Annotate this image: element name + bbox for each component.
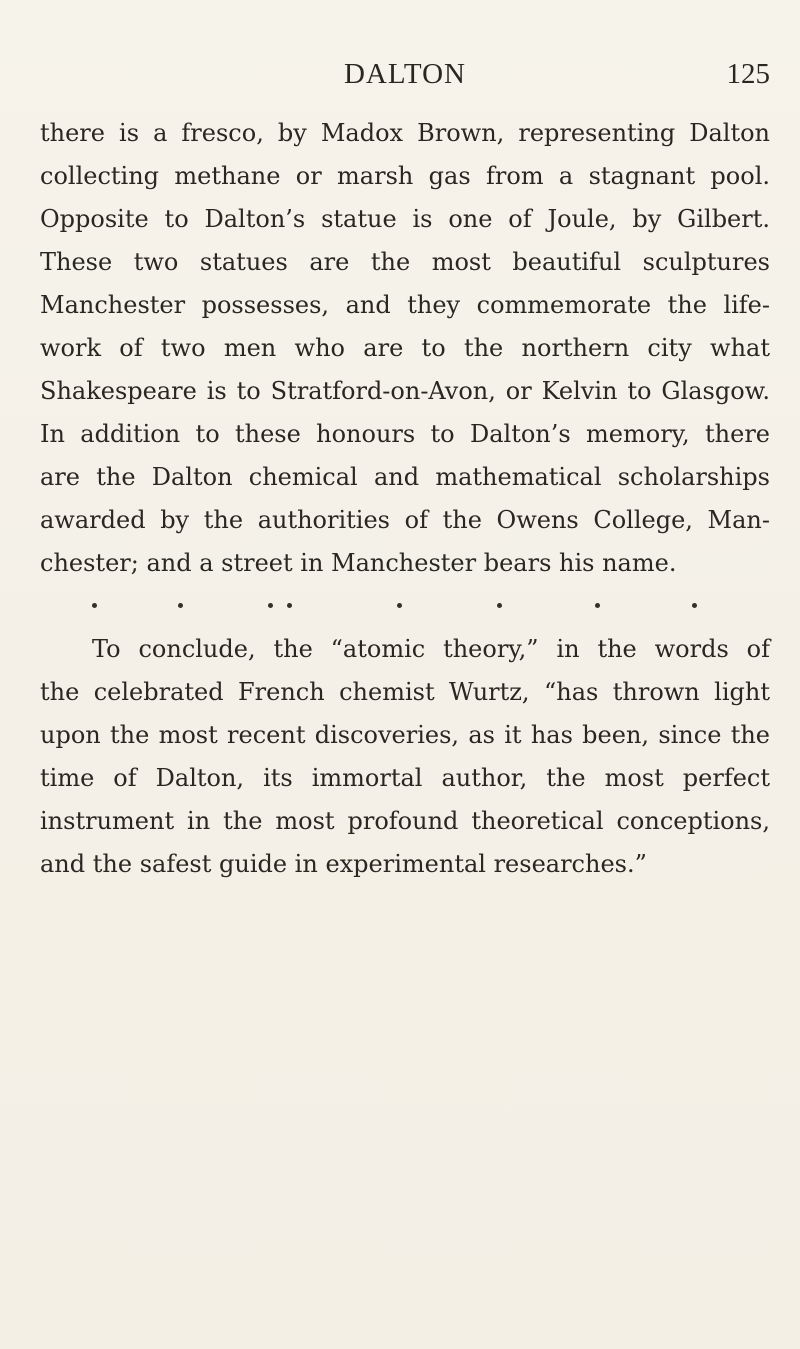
ellipsis-separator bbox=[92, 585, 697, 628]
ellipsis-dot bbox=[595, 603, 600, 608]
text-line: are the Dalton chemical and mathematical scholarships bbox=[40, 463, 770, 491]
ellipsis-dot bbox=[287, 603, 292, 608]
paragraph-2 bbox=[40, 628, 770, 886]
text-line: chester; and a street in Manchester bears his name. bbox=[40, 549, 677, 577]
ellipsis-dot bbox=[397, 603, 402, 608]
text-line: and the safest guide in experimental researches.” bbox=[40, 850, 647, 878]
text-line: awarded by the authorities of the Owens College, Man- bbox=[40, 506, 770, 534]
running-head: DALTON bbox=[343, 58, 466, 90]
text-line: upon the most recent discoveries, as it has been, since the bbox=[40, 721, 770, 749]
text-line: Opposite to Dalton’s statue is one of Joule, by Gilbert. bbox=[40, 205, 770, 233]
ellipsis-dot bbox=[178, 603, 183, 608]
ellipsis-dot bbox=[497, 603, 502, 608]
page-number: 125 bbox=[726, 58, 770, 90]
text-line: collecting methane or marsh gas from a stagnant pool. bbox=[40, 162, 770, 190]
text-line: instrument in the most profound theoretical conceptions, bbox=[40, 807, 770, 835]
page-header bbox=[40, 58, 770, 98]
text-line: the celebrated French chemist Wurtz, “has thrown light bbox=[40, 678, 770, 706]
text-line: To conclude, the “atomic theory,” in the words of bbox=[92, 635, 770, 663]
text-line: Manchester possesses, and they commemorate the life- bbox=[40, 291, 770, 319]
ellipsis-dot bbox=[268, 603, 273, 608]
ellipsis-dot bbox=[692, 603, 697, 608]
text-line: Shakespeare is to Stratford-on-Avon, or Kelvin to Glasgow. bbox=[40, 377, 770, 405]
text-line: These two statues are the most beautiful sculptures bbox=[40, 248, 770, 276]
ellipsis-dot bbox=[92, 603, 97, 608]
text-line: time of Dalton, its immortal author, the most perfect bbox=[40, 764, 770, 792]
text-line: In addition to these honours to Dalton’s memory, there bbox=[40, 420, 770, 448]
paragraph-1 bbox=[40, 112, 770, 585]
text-line: work of two men who are to the northern city what bbox=[40, 334, 770, 362]
body-text bbox=[40, 112, 770, 886]
text-line: there is a fresco, by Madox Brown, representing Dalton bbox=[40, 119, 770, 147]
